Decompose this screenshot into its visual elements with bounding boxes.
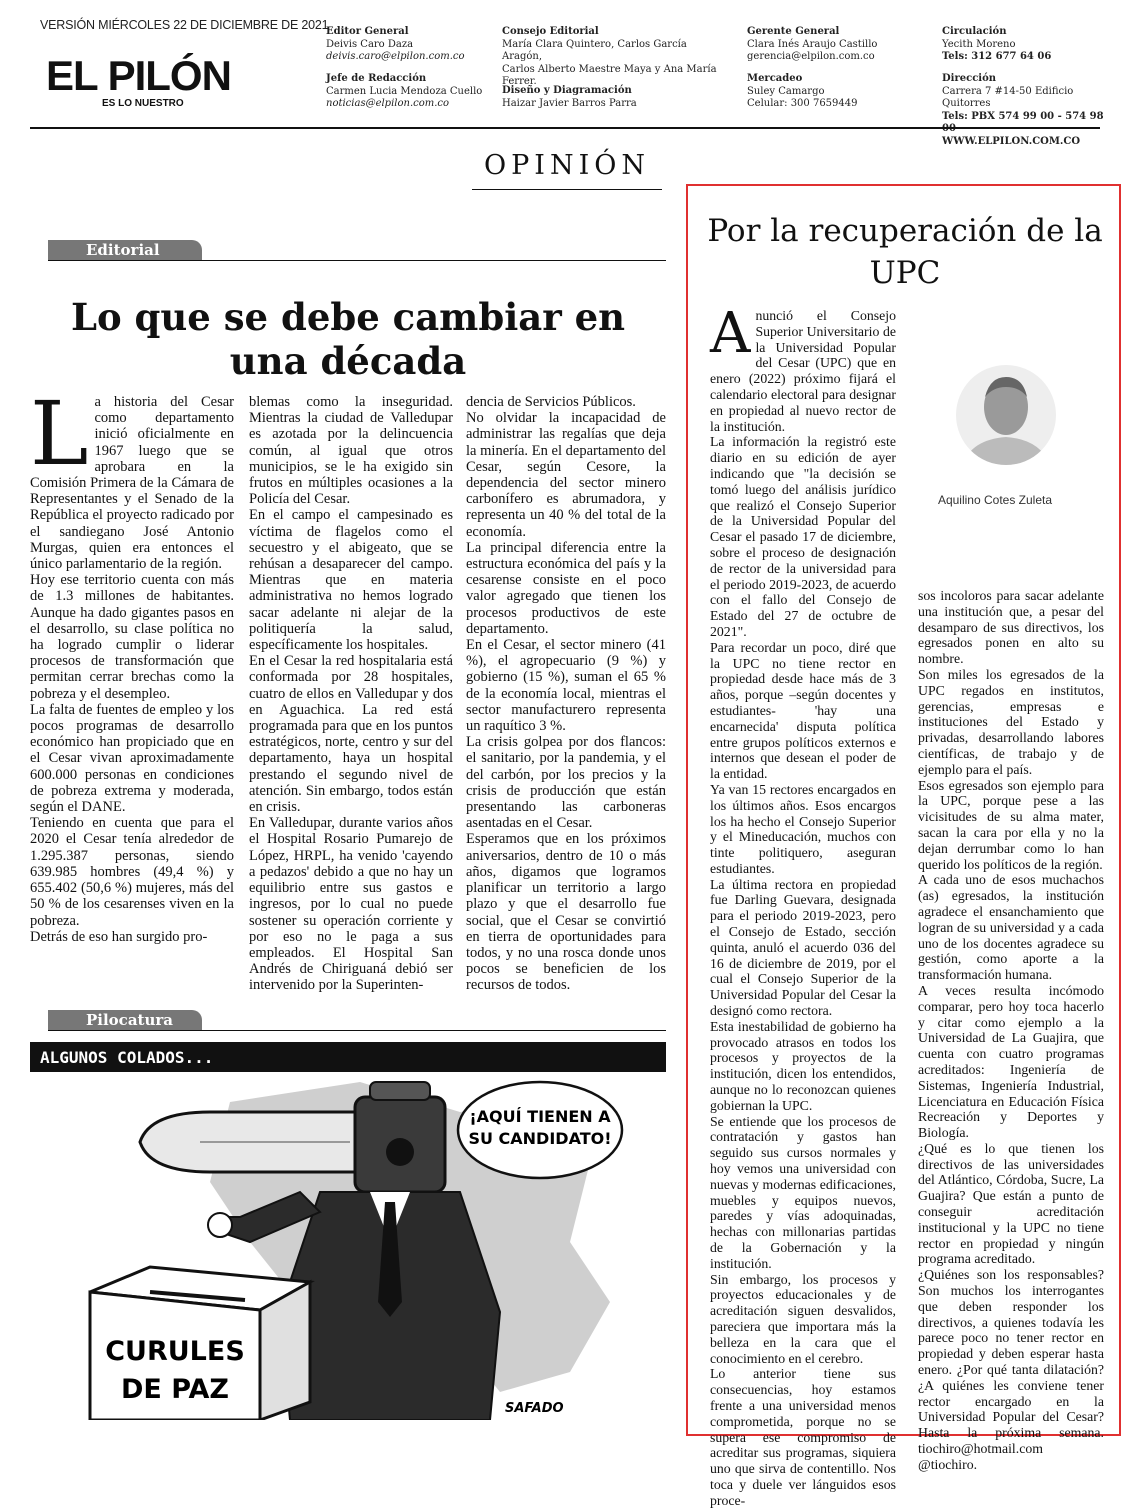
column-text-2: sos incoloros para sacar adelante una institución que, a pesar del desamparo de sus directivos, los egresados ponen en alto su nombre. Son miles los egresados de la UPC regados en institutos, gerencias, empresas e instituciones del Estado y privadas, desarrollando labores científicas, de trabajo y de ejemplo para el país. Esos egresados son ejemplo para la UPC, porque pese a las vicisitudes de su alma mater, sacan la cara por ella y no la dejan derrumbar como lo han querido los políticos de la región. A cada uno de esos muchachos (as) egresados, la institución agradece el ensanchamiento que logran de su universidad y a cada uno de los docentes agradece su gestión, como aporte a la transformación humana. A veces resulta incómodo comparar, pero hoy toca hacerlo y citar como ejemplo a la Universidad de La Guajira, que cuenta con cuatro programas acreditados: Ingeniería de Sistemas, Ingeniería Industrial, Licenciatura en Educación Física Recreación y Deportes y Biología. ¿Qué es lo que tienen los directivos de las universidades del Atlántico, Córdoba, Sucre, La Guajira? Que están a punto de conseguir acreditación institucional y la UPC no tiene rector en propiedad y ningún programa acreditado. ¿Quiénes son los responsables? Son muchos los interrogantes que deben responder los directivos, a quienes todavía les parece poco no tener rector en propiedad y deben esperar hasta enero. ¿Por qué tanta dilatación? ¿A quiénes les conviene tener rector encargado en la Universidad Popular del Cesar? Hasta la próxima semana. tiochiro@hotmail.com @tiochiro. xyxy=(918,588,1104,1472)
column-title: Por la recuperación de la UPC xyxy=(707,213,1103,291)
author-portrait-icon xyxy=(955,355,1057,475)
editorial-label: Editorial xyxy=(48,240,202,260)
editorial-column-1: L a historia del Cesar como departamento inició oficialmente en 1967 luego que se aprobara en la Comisión Primera de la Cámara de Representantes y el Senado de la República el proyecto radicado por el sandiegano José Antonio Murgas, quien era entonces el único parlamentario de la región. Hoy ese territorio cuenta con más de 1.3 millones de habitantes. Aunque ha dado gigantes pasos en el desarrollo, su clase política no ha logrado cumplir o liderar procesos de transformación que permitan cerrar brechas como la pobreza y el desempleo. La falta de fuentes de empleo y los pocos programas de desarrollo económico han propiciado que en el Cesar vivan aproximadamente 600.000 personas en condiciones de pobreza extrema y moderada, según el DANE. Teniendo en cuenta que para el 2020 el Cesar tenía alrededor de 1.295.387 personas, siendo 639.985 hombres (49,4 %) y 655.402 (50,6 %) mujeres, más del 50 % de los cesarenses viven en la pobreza. Detrás de eso han surgido pro- xyxy=(30,382,234,945)
author-photo xyxy=(955,355,1057,475)
ballot-text-2: DE PAZ xyxy=(120,1374,230,1405)
staff-circulation: Circulación Yecith Moreno Tels: 312 677 64 06 xyxy=(942,26,1052,62)
newspaper-logo: EL PILÓN xyxy=(46,52,231,99)
editorial-headline: Lo que se debe cambiar en una década xyxy=(70,295,626,383)
editorial-column-3: dencia de Servicios Públicos. No olvidar la incapacidad de administrar las regalías que deja la minería. En el departamento del Cesar, según Cesore, la dependencia del sector minero carbonífero es abrumadora, y representa un 40 % del total de la economía. La principal diferencia entre la estructura económica del país y la cesarense consiste en el poco valor agregado que tienen los procesos productivos de este departamento. En el Cesar, el sector minero (41 %), el agropecuario (9 %) y gobierno (15 %), suman el 65 % de la economía local, mientras el sector manufacturero representa un raquítico 3 %. La crisis golpea por dos flancos: el sanitario, por la pandemia, y el del carbón, por los precios y la crisis de producción que están presentando las carboneras asentadas en el Cesar. Esperamos que en los próximos aniversarios, dentro de 10 o más años, digamos que logramos planificar un territorio a largo plazo y que el desarrollo fue social, que el Cesar se convirtió en tierra de oportunidades para todos, y no una rosca donde unos pocos se beneficien de los recursos de todos. xyxy=(466,394,666,994)
staff-manager: Gerente General Clara Inés Araujo Castillo gerencia@elpilon.com.co xyxy=(747,26,878,62)
section-title: OPINIÓN xyxy=(483,150,651,181)
cartoon-illustration xyxy=(30,1042,666,1420)
editorial-drop-cap: L xyxy=(30,382,89,485)
author-caption: Aquilino Cotes Zuleta xyxy=(937,493,1053,507)
pilocatura-rule xyxy=(48,1030,666,1031)
staff-chief: Jefe de Redacción Carmen Lucia Mendoza Cuello noticias@elpilon.com.co xyxy=(326,73,483,109)
chainsaw-handle xyxy=(370,1082,430,1100)
column-drop-cap: A xyxy=(710,301,751,366)
section-title-underline xyxy=(472,189,662,190)
ballot-text-1: CURULES xyxy=(105,1336,245,1367)
editorial-column-2: blemas como la inseguridad. Mientras la ciudad de Valledupar es azotada por la delincuencia común, al igual que otros municipios, se le ha exigido sin frutos en múltiples ocasiones a la Policía del Cesar. En el campo el campesinado es víctima de flagelos como el secuestro y el abigeato, que se rehúsan a desaparecer del campo. Mientras que en materia administrativa no hemos logrado sacar adelante ni alejar de la politiquería la salud, específicamente los hospitales. En el Cesar la red hospitalaria está conformada por 28 hospitales, cuatro de ellos en Valledupar y dos en Aguachica. La red está programada para que en los puntos estratégicos, norte, centro y sur del departamento, haya un hospital prestando el segundo nivel de atención. Sin embargo, todos están en crisis. En Valledupar, durante varios años el Hospital Rosario Pumarejo de López, HRPL, ha venido 'cayendo a pedazos' debido a que no hay un equilibrio entre sus gastos e ingresos, por lo cual no puede sostener su operación corriente y por eso no le paga a sus empleados. El Hospital San Andrés de Chiriguaná debió ser intervenido por la Superinten- xyxy=(249,394,453,994)
pilocatura-label: Pilocatura xyxy=(48,1010,202,1030)
staff-design: Diseño y Diagramación Haizar Javier Barros Parra xyxy=(502,85,637,109)
staff-address: Dirección Carrera 7 #14-50 Edificio Quitorres Tels: PBX 574 99 00 - 574 98 WWW.ELPILON.COM.CO xyxy=(942,73,1117,148)
column-text-1: A nunció el Consejo Superior Universitario de la Universidad Popular del Cesar (UPC) que en enero (2022) próximo fijará el calendario electoral para designar en propiedad al nuevo rector de la institución. La información la registró este diario en su edición de ayer indicando que "la decisión se tomó luego del análisis jurídico que realizó el Consejo Superior de la Universidad Popular del Cesar el pasado 17 de diciembre, sobre el proceso de designación de rector de la universidad para el periodo 2019-2023, de acuerdo con el fallo del Consejo de Estado del 27 de octubre de 2021". Para recordar un poco, diré que la UPC no tiene rector en propiedad desde hace más de 3 años, porque –según docentes y estudiantes- 'hay una encarnecida' disputa política entre grupos políticos externos e internos que desean el poder de la entidad. Ya van 15 rectores encargados en los últimos años. Esos encargos los ha hecho el Consejo Superior y el Mineducación, muchos con tinte politiquero, aseguran estudiantes. La última rectora en propiedad fue Darling Guevara, designada para el periodo 2019-2023, pero el Consejo de Estado, sección quinta, anuló el acuerdo 036 del 16 de diciembre de 2019, por el cual el Consejo Superior de la Universidad Popular del Cesar la designó como rectora. Esta inestabilidad de gobierno ha provocado atrasos en todos los procesos y proyectos de la institución, dicen los entendidos, aunque no lo reconozcan quienes gobiernan la UPC. Se entiende que los procesos de contratación y gastos han seguido sus cursos normales y hoy vemos una universidad con nuevas y modernas edificaciones, muebles y equipos nuevos, paredes y vías adoquinadas, hechas con millonarias partidas de la Gobernación y la institución. Sin embargo, los procesos y proyectos educacionales y de acreditación siguen desvalidos, pareciera que importara más la belleza en la cara que el conocimiento en el cerebro. Lo anterior tiene sus consecuencias, hoy estamos frente a una universidad menos comprometida, porque no se supera ese compromiso de acreditar sus programas, siquiera uno que sirva de contentillo. Nos toca y duele ver lánguidos esos proce- xyxy=(710,301,896,1508)
chainsaw-cap xyxy=(386,1138,414,1166)
staff-marketing: Mercadeo Suley Camargo Celular: 300 7659449 xyxy=(747,73,858,109)
website-link[interactable]: WWW.ELPILON.COM.CO xyxy=(942,135,1081,147)
newspaper-slogan: ES LO NUESTRO xyxy=(102,98,184,109)
cartoon xyxy=(30,1042,666,1420)
staff-council: Consejo Editorial María Clara Quintero, Carlos García Aragón, Carlos Alberto Maestre Maya y Ana María Ferrer. xyxy=(502,26,717,87)
edition-date: VERSIÓN MIÉRCOLES 22 DE DICIEMBRE DE 2021 xyxy=(40,18,329,32)
staff-editor: Editor General Deivis Caro Daza deivis.caro@elpilon.com.co xyxy=(326,26,465,62)
speech-line-2: SU CANDIDATO! xyxy=(468,1129,612,1148)
cartoonist-signature: SAFADO xyxy=(505,1401,564,1416)
pointing-hand xyxy=(208,1213,232,1237)
speech-line-1: ¡AQUÍ TIENEN A xyxy=(469,1107,611,1126)
masthead-divider xyxy=(30,127,1100,129)
cartoon-banner-text: ALGUNOS COLADOS... xyxy=(40,1048,214,1067)
editorial-rule xyxy=(48,260,666,261)
